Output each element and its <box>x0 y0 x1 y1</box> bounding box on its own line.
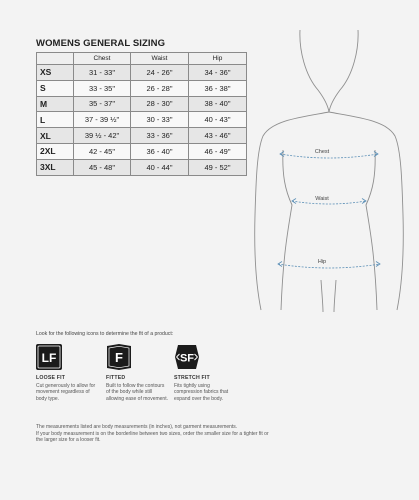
waist-measure <box>292 196 366 204</box>
hip-label: Hip <box>317 259 327 265</box>
note-line: The measurements listed are body measurements (in inches), not garment measurements. <box>36 424 238 430</box>
hip-cell: 36 - 38" <box>189 80 247 96</box>
fitted-icon <box>106 344 132 370</box>
waist-cell: 30 - 33" <box>131 112 189 128</box>
loose-fit-badge-text: LF <box>41 351 57 365</box>
waist-cell: 26 - 28" <box>131 80 189 96</box>
waist-cell: 33 - 36" <box>131 128 189 144</box>
hip-measure-line <box>278 264 380 268</box>
size-label: L <box>37 112 74 128</box>
measurement-note <box>36 424 276 444</box>
fit-name: FITTED <box>106 375 126 381</box>
hip-cell: 34 - 36" <box>189 65 247 81</box>
size-label: S <box>37 80 74 96</box>
chest-cell: 39 ½ - 42" <box>74 128 131 144</box>
table-header-waist: Waist <box>131 53 189 65</box>
stretch-fit-badge-text: SF <box>179 352 195 365</box>
fit-name: STRETCH FIT <box>174 375 210 381</box>
size-label: 2XL <box>37 143 74 159</box>
page-title: WOMENS GENERAL SIZING <box>36 38 166 49</box>
table-header-hip: Hip <box>189 53 247 65</box>
fitted-badge-text: F <box>115 350 123 365</box>
waist-label: Waist <box>315 196 329 202</box>
hip-measure <box>278 259 380 268</box>
fit-item-fitted <box>106 344 176 402</box>
hip-cell: 40 - 43" <box>189 112 247 128</box>
fit-item-stretch <box>174 344 244 402</box>
note-line: If your body measurement is on the borderline between two sizes, order the smaller size for a tighter fit or the larger size for a looser fit. <box>36 430 269 443</box>
size-label: 3XL <box>37 159 74 175</box>
fit-intro-text: Look for the following icons to determine the fit of a product: <box>36 331 174 337</box>
waist-cell: 28 - 30" <box>131 96 189 112</box>
fit-name: LOOSE FIT <box>36 375 66 381</box>
chest-cell: 37 - 39 ½" <box>74 112 131 128</box>
fit-item-loose <box>36 344 106 402</box>
chest-cell: 45 - 48" <box>74 159 131 175</box>
fit-description: Built to follow the contours of the body while still allowing ease of movement. <box>106 383 168 402</box>
hip-cell: 38 - 40" <box>189 96 247 112</box>
chest-cell: 42 - 45" <box>74 143 131 159</box>
chest-label: Chest <box>314 149 330 155</box>
hip-cell: 43 - 46" <box>189 128 247 144</box>
size-label: M <box>37 96 74 112</box>
chest-cell: 35 - 37" <box>74 96 131 112</box>
fit-description: Fits tightly using compression fabrics that expand over the body. <box>174 383 229 402</box>
waist-cell: 24 - 26" <box>131 65 189 81</box>
loose-fit-icon <box>36 344 62 370</box>
chest-cell: 31 - 33" <box>74 65 131 81</box>
waist-cell: 40 - 44" <box>131 159 189 175</box>
fit-description: Cut generously to allow for movement regardless of body type. <box>36 383 96 402</box>
waist-cell: 36 - 40" <box>131 143 189 159</box>
waist-measure-line <box>292 201 366 204</box>
chest-measure <box>280 149 378 158</box>
stretch-fit-icon <box>174 344 200 370</box>
hip-cell: 46 - 49" <box>189 143 247 159</box>
chest-cell: 33 - 35" <box>74 80 131 96</box>
table-header-chest: Chest <box>74 53 131 65</box>
size-label: XL <box>37 128 74 144</box>
body-outline <box>255 30 404 312</box>
size-label: XS <box>37 65 74 81</box>
hip-cell: 49 - 52" <box>189 159 247 175</box>
